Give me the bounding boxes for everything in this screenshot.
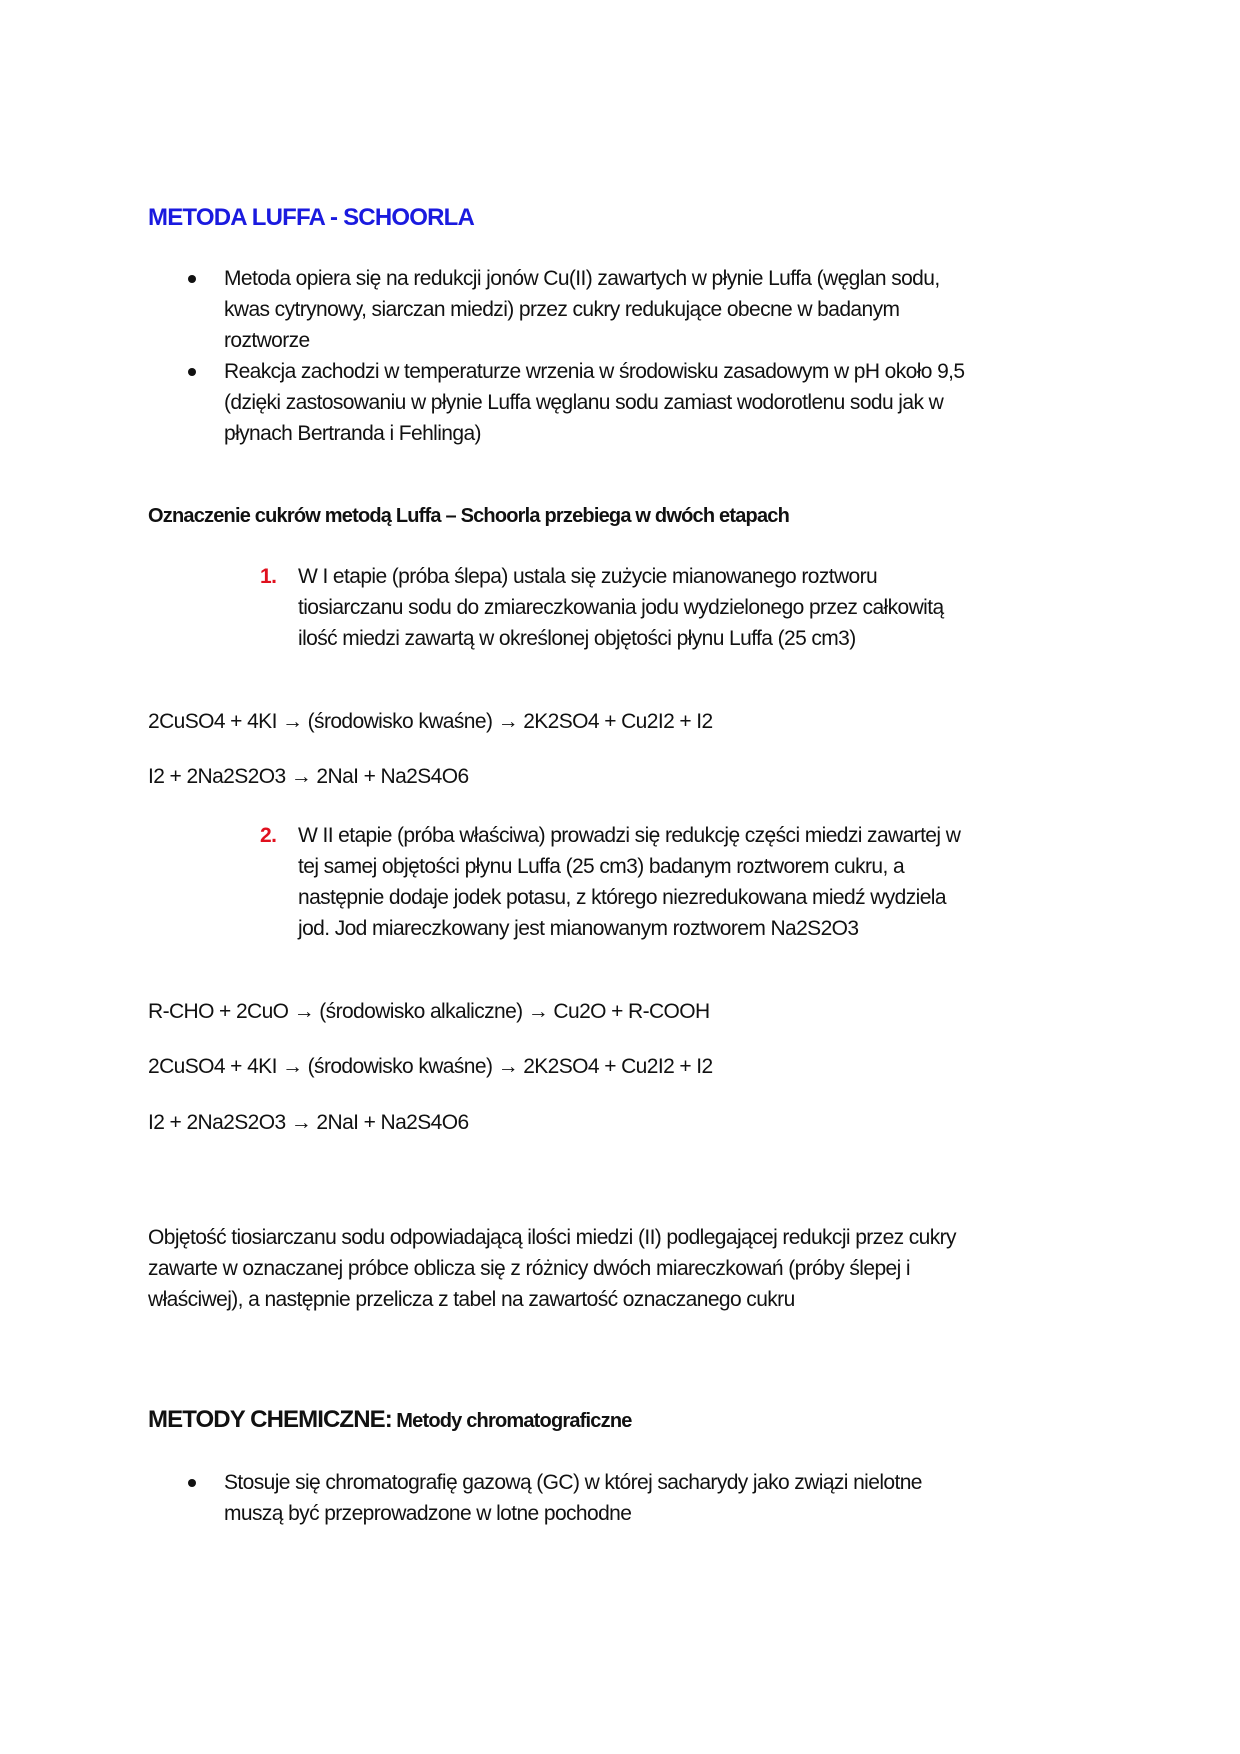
step-line: ilość miedzi zawartą w określonej objętości płynu Luffa (25 cm3)	[298, 627, 856, 650]
bullet-icon	[188, 368, 196, 376]
section-heading-main: METODY CHEMICZNE:	[148, 1406, 392, 1433]
step-1	[260, 561, 1080, 654]
section-heading-sub: Metody chromatograficzne	[396, 1410, 632, 1432]
section-heading	[148, 1406, 632, 1434]
paragraph-line: Objętość tiosiarczanu sodu odpowiadającą ilości miedzi (II) podlegającej redukcji przez cukry	[148, 1226, 956, 1249]
bullet-line: (dzięki zastosowaniu w płynie Luffa węglanu sodu zamiast wodorotlenu sodu jak w	[224, 391, 944, 414]
step-2	[260, 820, 1080, 944]
step-line: tiosiarczanu sodu do zmiareczkowania jodu wydzielonego przez całkowitą	[298, 596, 944, 619]
paragraph-line: właściwej), a następnie przelicza z tabel na zawartość oznaczanego cukru	[148, 1288, 795, 1311]
bullet-line: Reakcja zachodzi w temperaturze wrzenia w środowisku zasadowym w pH około 9,5	[224, 360, 965, 383]
conclusion-paragraph	[148, 1222, 1108, 1315]
list-item	[148, 1467, 1108, 1529]
equation: 2CuSO4 + 4KI → (środowisko kwaśne) → 2K2SO4 + Cu2I2 + I2	[148, 1055, 713, 1078]
equation: 2CuSO4 + 4KI → (środowisko kwaśne) → 2K2SO4 + Cu2I2 + I2	[148, 710, 713, 733]
document-title: METODA LUFFA - SCHOORLA	[148, 204, 475, 231]
list-item	[148, 263, 1108, 356]
step-line: W II etapie (próba właściwa) prowadzi się redukcję części miedzi zawartej w	[298, 824, 961, 847]
equation: I2 + 2Na2S2O3 → 2NaI + Na2S4O6	[148, 765, 469, 788]
bullet-line: muszą być przeprowadzone w lotne pochodne	[224, 1502, 632, 1525]
subheading: Oznaczenie cukrów metodą Luffa – Schoorla przebiega w dwóch etapach	[148, 505, 790, 527]
step-line: tej samej objętości płynu Luffa (25 cm3) badanym roztworem cukru, a	[298, 855, 905, 878]
bullet-line: Stosuje się chromatografię gazową (GC) w której sacharydy jako związi nielotne	[224, 1471, 922, 1494]
step-line: jod. Jod miareczkowany jest mianowanym roztworem Na2S2O3	[298, 917, 859, 940]
bullet-line: roztworze	[224, 329, 310, 352]
equation: I2 + 2Na2S2O3 → 2NaI + Na2S4O6	[148, 1111, 469, 1134]
intro-bullet-list	[148, 263, 1108, 449]
bullet-icon	[188, 275, 196, 283]
bullet-icon	[188, 1479, 196, 1487]
step-number: 2.	[260, 824, 277, 847]
list-item	[148, 356, 1108, 449]
bullet-line: Metoda opiera się na redukcji jonów Cu(II) zawartych w płynie Luffa (węglan sodu,	[224, 267, 940, 290]
bullet-line: płynach Bertranda i Fehlinga)	[224, 422, 481, 445]
equation: R-CHO + 2CuO → (środowisko alkaliczne) → Cu2O + R-COOH	[148, 1000, 710, 1023]
paragraph-line: zawarte w oznaczanej próbce oblicza się z różnicy dwóch miareczkowań (próby ślepej i	[148, 1257, 910, 1280]
step-number: 1.	[260, 565, 277, 588]
bullet-line: kwas cytrynowy, siarczan miedzi) przez cukry redukujące obecne w badanym	[224, 298, 900, 321]
step-line: następnie dodaje jodek potasu, z którego niezredukowana miedź wydziela	[298, 886, 946, 909]
step-line: W I etapie (próba ślepa) ustala się zużycie mianowanego roztworu	[298, 565, 878, 588]
section-bullet-list	[148, 1467, 1108, 1529]
